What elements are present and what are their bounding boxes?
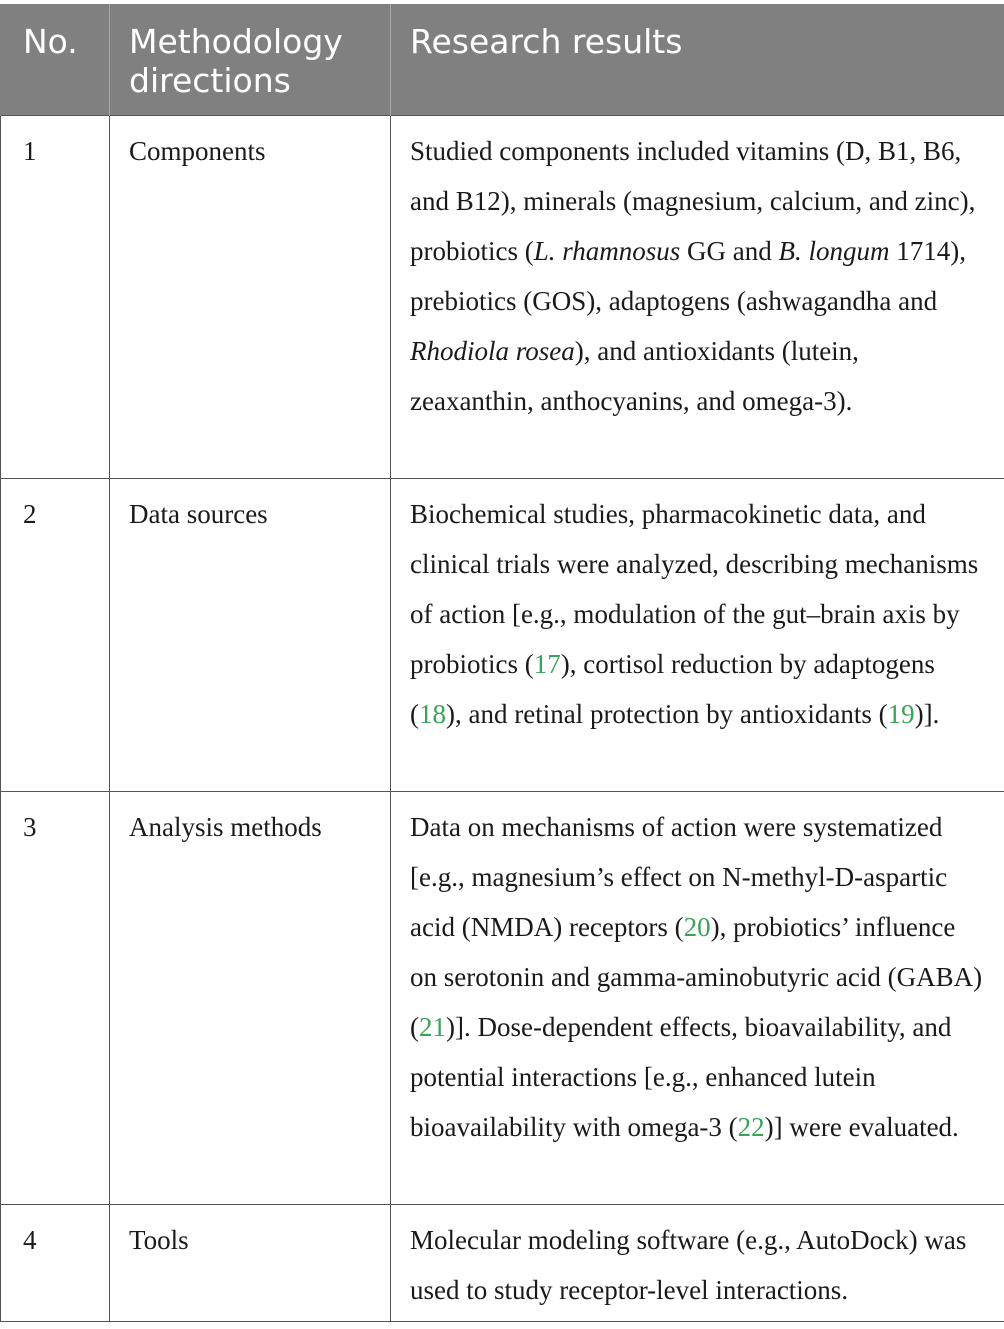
research-result <box>391 479 1004 792</box>
reference-link[interactable]: 21 <box>419 1012 446 1042</box>
result-text: ), and antioxidants (lutein, zeaxanthin, anthocyanins, and omega-3). <box>410 336 859 416</box>
reference-link[interactable]: 18 <box>419 699 446 729</box>
row-number: 3 <box>1 792 110 1205</box>
methodology-direction: Data sources <box>110 479 391 792</box>
header-row <box>1 4 1004 116</box>
table-row <box>1 792 1004 1205</box>
reference-link[interactable]: 22 <box>737 1112 765 1142</box>
table-body <box>1 116 1004 1322</box>
reference-link[interactable]: 17 <box>533 649 561 679</box>
result-text: GG and <box>680 236 779 266</box>
species-name: Rhodiola rosea <box>410 336 575 366</box>
result-text: Data on mechanisms of action were systematized [e.g., magnesium’s effect on N-methyl-D-aspartic acid (NMDA) receptors ( <box>410 812 948 942</box>
result-text: ), cortisol reduction by adaptogens ( <box>410 649 935 729</box>
row-number: 2 <box>1 479 110 792</box>
table-header <box>1 4 1004 116</box>
result-text: Molecular modeling software (e.g., AutoDock) was used to study receptor-level interactions. <box>410 1225 967 1305</box>
row-number: 1 <box>1 116 110 479</box>
result-text: Biochemical studies, pharmacokinetic data, and clinical trials were analyzed, describing mechanisms of action [e.g., modulation of the gut–brain axis by probiotics ( <box>410 499 979 679</box>
research-result <box>391 1205 1004 1322</box>
result-text: )] were evaluated. <box>764 1112 959 1142</box>
methodology-direction: Components <box>110 116 391 479</box>
table-row <box>1 479 1004 792</box>
header-research-results: Research results <box>391 4 1004 116</box>
row-number: 4 <box>1 1205 110 1322</box>
research-result <box>391 792 1004 1205</box>
table-row <box>1 116 1004 479</box>
methodology-direction: Analysis methods <box>110 792 391 1205</box>
header-no: No. <box>1 4 110 116</box>
methodology-table <box>0 4 1004 1322</box>
table-row <box>1 1205 1004 1322</box>
reference-link[interactable]: 20 <box>683 912 711 942</box>
species-name: B. longum <box>778 236 890 266</box>
result-text: ), probiotics’ influence on serotonin and gamma-aminobutyric acid (GABA) ( <box>410 912 983 1042</box>
result-text: )]. Dose-dependent effects, bioavailability, and potential interactions [e.g., enhanced lutein bioavailability with omega-3 ( <box>410 1012 952 1142</box>
result-text: ), and retinal protection by antioxidants ( <box>446 699 888 729</box>
research-result <box>391 116 1004 479</box>
reference-link[interactable]: 19 <box>887 699 915 729</box>
header-methodology-directions: Methodology directions <box>110 4 391 116</box>
methodology-direction: Tools <box>110 1205 391 1322</box>
result-text: 1714), prebiotics (GOS), adaptogens (ashwagandha and <box>410 236 967 316</box>
result-text: )]. <box>914 699 940 729</box>
species-name: L. rhamnosus <box>533 236 681 266</box>
result-text: Studied components included vitamins (D, B1, B6, and B12), minerals (magnesium, calcium, and zinc), probiotics ( <box>410 136 976 266</box>
